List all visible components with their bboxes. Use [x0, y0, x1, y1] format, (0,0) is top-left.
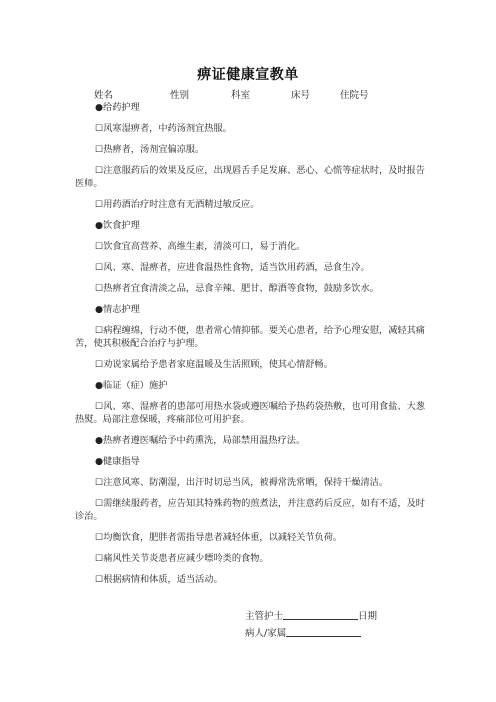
department-field-label: 科室 — [231, 90, 251, 101]
gender-field-label: 性别 — [170, 90, 190, 101]
section-heading-medication: ●给药护理 — [95, 102, 140, 113]
patient-info-row — [94, 87, 434, 101]
diet-item: ☐风、寒、湿痹者，应进食温热性食物，适当饮用药酒，忌食生冷。 — [95, 262, 370, 273]
diet-item: ☐饮食宜高营养、高维生素，清淡可口，易于消化。 — [95, 241, 306, 252]
section-heading-symptom-care: ●临证（症）施护 — [95, 380, 168, 391]
name-field-label: 姓名 — [94, 90, 114, 101]
medication-item: ☐注意服药后的效果及反应，出现唇舌手足发麻、恶心、心慌等症状时，及时报告医师。 — [75, 165, 425, 189]
emotion-item: ☐劝说家属给予患者家庭温暖及生活照顾，使其心情舒畅。 — [95, 359, 333, 370]
guidance-item: ☐注意风寒、防潮湿，出汗时切忌当风，被褥常洗常晒，保持干燥清洁。 — [95, 477, 389, 488]
family-signature-blank — [286, 626, 361, 637]
guidance-item: ☐痛风性关节炎患者应减少嘌呤类的食物。 — [95, 553, 269, 564]
medication-item: ☐热痹者，汤剂宜偏凉服。 — [95, 144, 205, 155]
guidance-item: ☐根据病情和体质，适当活动。 — [95, 574, 223, 585]
section-heading-health-guidance: ●健康指导 — [95, 456, 140, 467]
nurse-signature-blank — [283, 609, 358, 620]
guidance-item: ☐需继续服药者，应告知其特殊药物的煎煮法，并注意药后反应，如有不适，及时诊治。 — [75, 498, 425, 522]
medication-item: ☐用药酒治疗时注意有无酒精过敏反应。 — [95, 199, 260, 210]
form-title: 痹证健康宣教单 — [197, 67, 299, 83]
symptom-care-item: ●热痹者遵医嘱给予中药熏洗，局部禁用温热疗法。 — [95, 435, 306, 446]
medication-item: ☐风寒湿痹者，中药汤剂宜热服。 — [95, 123, 232, 134]
guidance-item: ☐均衡饮食，肥胖者需指导患者减轻体重，以减轻关节负荷。 — [95, 532, 343, 543]
family-signature-line — [245, 625, 361, 639]
admission-number-field-label: 住院号 — [340, 90, 369, 101]
symptom-care-item: ☐风、寒、湿痹者的患部可用热水袋或遵医嘱给予热药袋热敷，也可用食盐、大葱热熨。局部注意保暖，疼痛部位可用护套。 — [75, 401, 425, 425]
nurse-signature-line — [245, 608, 377, 622]
date-label: 日期 — [358, 611, 378, 622]
diet-item: ☐热痹者宜食清淡之品，忌食辛辣、肥甘、醇酒等食物，鼓励多饮水。 — [95, 283, 379, 294]
emotion-item: ☐病程缠绵，行动不便，患者常心情抑郁。要关心患者，给予心理安慰，减轻其痛苦，使其积极配合治疗与护理。 — [75, 325, 425, 349]
bed-number-field-label: 床号 — [291, 90, 311, 101]
nurse-signature-label: 主管护士 — [245, 611, 284, 622]
family-signature-label: 病人/家属 — [245, 628, 287, 639]
section-heading-diet: ●饮食护理 — [95, 220, 140, 231]
section-heading-emotion: ●情志护理 — [95, 304, 140, 315]
form-body — [75, 101, 425, 586]
